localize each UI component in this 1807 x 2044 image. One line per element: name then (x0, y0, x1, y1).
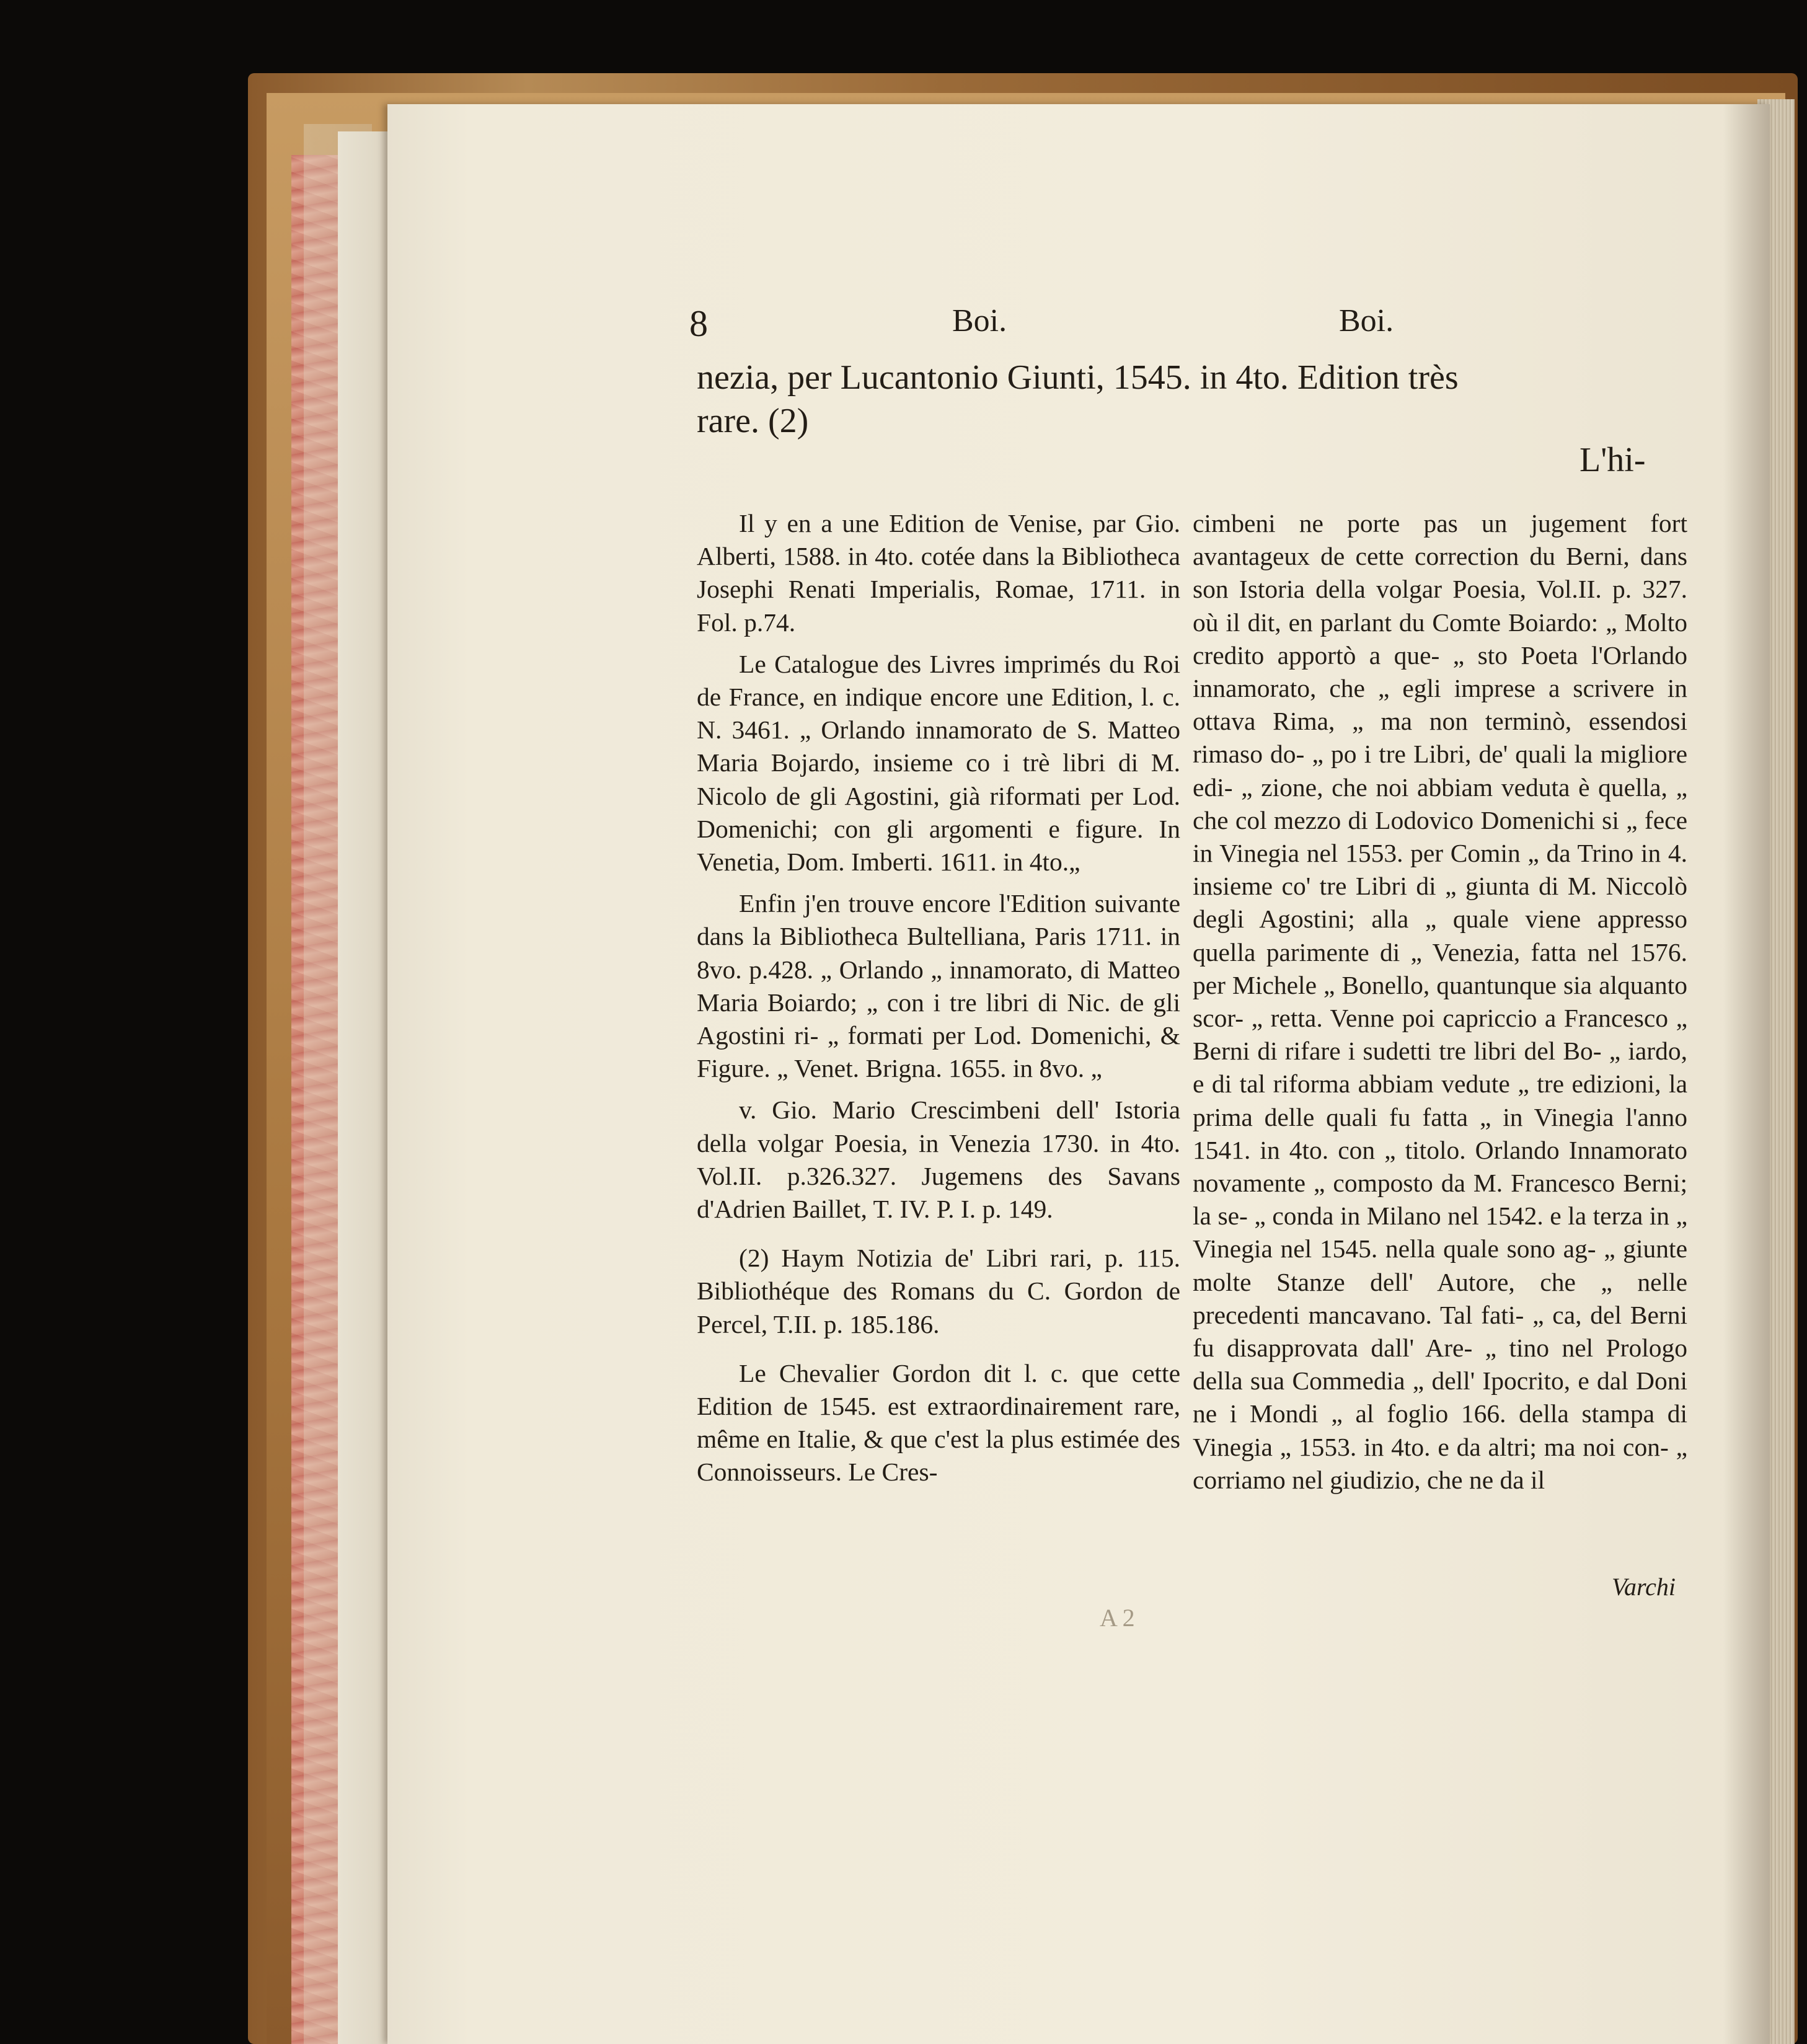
paragraph: Il y en a une Edition de Venise, par Gio. Alberti, 1588. in 4to. cotée dans la Bibliotheca Josephi Renati Imperialis, Romae, 1711. in Fol. p.74. (697, 509, 1180, 637)
flyleaf-edge (338, 131, 392, 2044)
paragraph: Le Catalogue des Livres imprimés du Roi de France, en indique encore une Edition, l. c. N. 3461. „ Orlando innamorato de S. Matteo Maria Bojardo, insieme co i trè libri di M. Nicolo de gli Agostini, già riformati per Lod. Domenichi; con gli argomenti e figure. In Venetia, Dom. Imberti. 1611. in 4to.„ (697, 649, 1180, 877)
paragraph: v. Gio. Mario Crescimbeni dell' Istoria della volgar Poesia, in Venezia 1730. in 4to. Vol.II. p.326.327. Jugemens des Savans d'Adrien Baillet, T. IV. P. I. p. 149. (697, 1095, 1180, 1224)
paragraph: Le Chevalier Gordon dit l. c. que cette Edition de 1545. est extraordinairement rare, même en Italie, & que c'est la plus estimée des Connoisseurs. Le Cres- (697, 1358, 1180, 1487)
running-head-left: Boi. (952, 303, 1007, 338)
top-line-continuation: rare. (2) (697, 402, 809, 440)
top-line: nezia, per Lucantonio Giunti, 1545. in 4to. Edition très (697, 358, 1459, 397)
page-number: 8 (689, 303, 708, 344)
left-column (697, 507, 1180, 1489)
running-head-right: Boi. (1339, 303, 1394, 338)
footnote: (2) Haym Notizia de' Libri rari, p. 115. Bibliothéque des Romans du C. Gordon de Percel, T.II. p. 185.186. (697, 1244, 1180, 1338)
right-column (1193, 507, 1687, 1497)
signature-mark: A 2 (1100, 1604, 1135, 1632)
paragraph: cimbeni ne porte pas un jugement fort avantageux de cette correction du Berni, dans son Istoria della volgar Poesia, Vol.II. p. 327. où il dit, en parlant du Comte Boiardo: „ Molto credito apportò a que- „ sto Poeta l'Orlando innamorato, che „ egli imprese a scrivere in ottava Rima, „ ma non terminò, essendosi rimaso do- „ po i tre Libri, de' quali la migliore edi- „ zione, che noi abbiam veduta è quella, „ che col mezzo di Lodovico Domenichi si „ fece in Vinegia nel 1553. per Comin „ da Trino in 4. insieme co' tre Libri di „ giunta di M. Niccolò degli Agostini; alla „ quale viene appresso quella parimente di „ Venezia, fatta nel 1576. per Michele „ Bonello, quantunque sia alquanto scor- „ retta. Venne poi capriccio a Francesco „ Berni di rifare i sudetti tre libri del Bo- „ iardo, e di tal riforma abbiam vedute „ tre edizioni, la prima delle quali fu fatta „ in Vinegia l'anno 1541. in 4to. con „ titolo. Orlando Innamorato novamente „ composto da M. Francesco Berni; la se- „ conda in Milano nel 1542. e la terza in „ Vinegia nel 1545. nella quale sono ag- „ giunte molte Stanze dell' Autore, che „ nelle precedenti mancavano. Tal fati- „ ca, del Berni fu disapprovata dall' Are- „ tino nel Prologo della sua Commedia „ dell' Ipocrito, e dal Doni ne i Mondi „ al foglio 166. della stampa di Vinegia „ 1553. in 4to. e da altri; ma noi con- „ corriamo nel giudizio, che ne da il (1193, 509, 1687, 1494)
catchword-top: L'hi- (1579, 441, 1646, 479)
paragraph: Enfin j'en trouve encore l'Edition suivante dans la Bibliotheca Bultelliana, Paris 1711. in 8vo. p.428. „ Orlando „ innamorato, di Matteo Maria Boiardo; „ con i tre libri di Nic. de gli Agostini ri- „ formati per Lod. Domenichi, & Figure. „ Venet. Brigna. 1655. in 8vo. „ (697, 889, 1180, 1083)
page-gutter-shadow (1723, 104, 1770, 2044)
catchword-bottom: Varchi (1612, 1573, 1676, 1601)
